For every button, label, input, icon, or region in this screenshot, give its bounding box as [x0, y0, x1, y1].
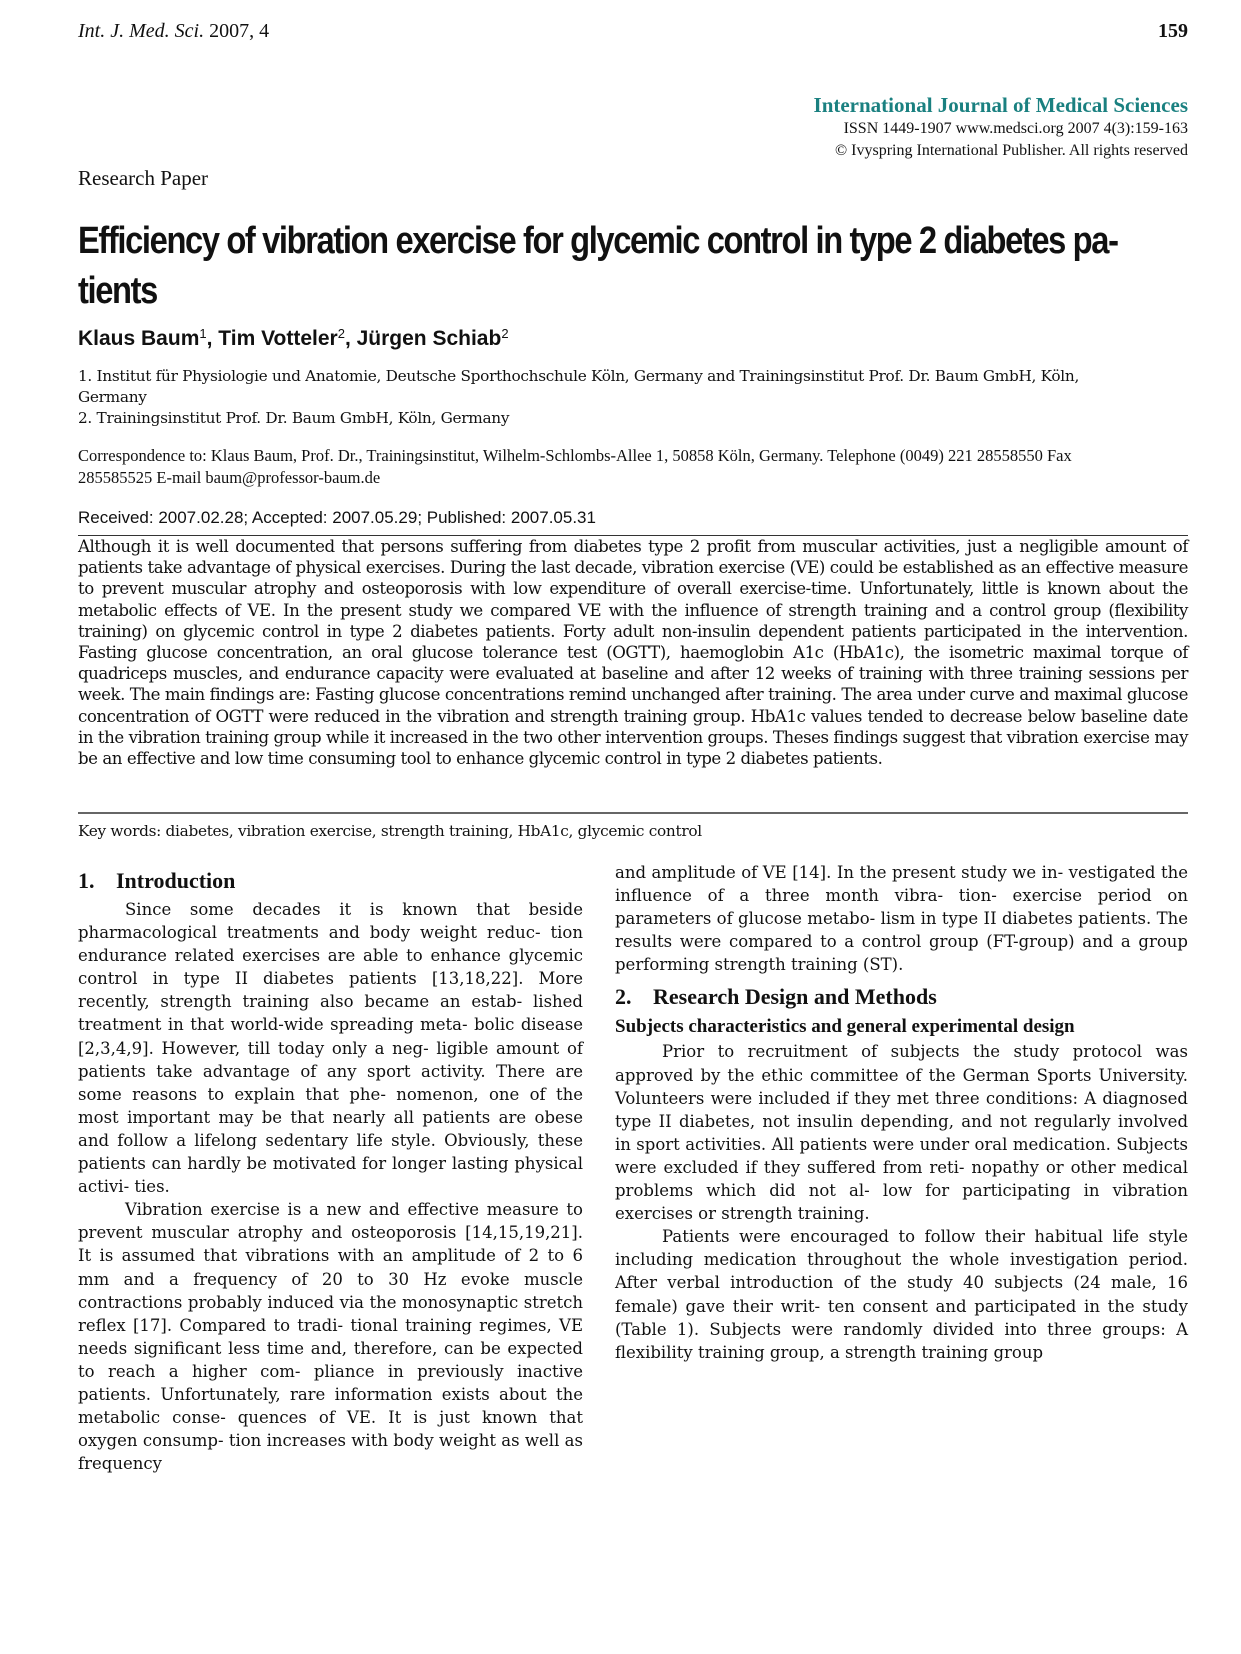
intro-paragraph-2: Vibration exercise is a new and effective measure to prevent muscular atrophy and osteoporosis [14,15,19,21]. It is assumed that vibrations with an amplitude of 2 to 6 mm and a frequency of 20 to 30 Hz evoke muscle contractions probably induced via the monosynaptic stretch reflex [17]. Compared to tradi- tional training regimes, VE needs significant less time and, therefore, can be expected to reach a higher com- pliance in previously inactive patients. Unfortunately, rare information exists about the metabolic conse- quences of VE. It is just known that oxygen consump- tion increases with body weight as well as frequency: [78, 1200, 583, 1474]
affiliation-1: 1. Institut für Physiologie und Anatomie, Deutsche Sporthochschule Köln, Germany and Trainingsinstitut Prof. Dr. Baum GmbH, Köln, Germany: [78, 367, 1080, 406]
author: Klaus Baum$^1$,: [78, 326, 219, 350]
author-list: [78, 326, 509, 351]
article-type: Research Paper: [78, 166, 209, 190]
copyright-line: © Ivyspring International Publisher. All rights reserved: [835, 142, 1188, 159]
author: Tim Votteler$^2$,: [218, 326, 357, 350]
section-heading-methods: 2. Research Design and Methods: [615, 984, 937, 1010]
journal-citation: Int. J. Med. Sci. 2007, 4: [78, 20, 270, 42]
page-number: 159: [1158, 20, 1188, 42]
subsection-heading-subjects: Subjects characteristics and general experimental design: [615, 1016, 1075, 1038]
intro-paragraph-2-continued: and amplitude of VE [14]. In the present study we in- vestigated the influence of a three month vibra- tion- exercise period on parameters of glucose metabo- lism in type II diabetes patients. The results were compared to a control group (FT-group) and a group performing strength training (ST).: [615, 863, 1188, 975]
intro-paragraph-1: Since some decades it is known that beside pharmacological treatments and body weight reduc- tion endurance related exercises are able to enhance glycemic control in type II diabetes patients [13,18,22]. More recently, strength training also became an estab- lished treatment in that world-wide spreading meta- bolic disease [2,3,4,9]. However, till today only a neg- ligible amount of patients take advantage of any sport activity. There are some reasons to explain that phe- nomenon, one of the most important may be that nearly all patients are obese and follow a lifelong sedentary life style. Obviously, these patients can hardly be motivated for longer lasting physical activi- ties.: [78, 900, 583, 1197]
paper-title: Efficiency of vibration exercise for glycemic control in type 2 diabetes pa- tients: [78, 220, 1118, 312]
issn-line: ISSN 1449-1907 www.medsci.org 2007 4(3):159-163: [843, 120, 1188, 137]
running-head: [78, 20, 1188, 50]
affiliation-2: 2. Trainingsinstitut Prof. Dr. Baum GmbH, Köln, Germany: [78, 409, 510, 427]
methods-paragraph-1: Prior to recruitment of subjects the study protocol was approved by the ethic committee of the German Sports University. Volunteers were included if they met three conditions: A diagnosed type II diabetes, not insulin depending, and not regularly involved in sport activities. All patients were under oral medication. Subjects were excluded if they suffered from reti- nopathy or other medical problems which did not al- low for participating in vibration exercises or strength training.: [615, 1042, 1188, 1224]
publication-dates: Received: 2007.02.28; Accepted: 2007.05.29; Published: 2007.05.31: [78, 508, 596, 527]
methods-paragraph-2: Patients were encouraged to follow their habitual life style including medication throughout the whole investigation period. After verbal introduction of the study 40 subjects (24 male, 16 female) gave their writ- ten consent and participated in the study (Table 1). Subjects were randomly divided into three groups: A flexibility training group, a strength training group: [615, 1227, 1188, 1362]
abstract-bottom-rule: [78, 812, 1188, 814]
journal-name: International Journal of Medical Sciences: [813, 93, 1188, 117]
affiliations: [78, 366, 1118, 429]
section-heading-introduction: 1. Introduction: [78, 868, 236, 893]
correspondence: Correspondence to: Klaus Baum, Prof. Dr., Trainingsinstitut, Wilhelm-Schlombs-Allee 1, 50858 Köln, Germany. Telephone (0049) 221 28558550 Fax 285585525 E-mail baum@professor-baum.de: [78, 446, 1072, 487]
right-column: [615, 861, 1188, 1364]
journal-masthead: [814, 92, 1188, 162]
abstract: Although it is well documented that persons suffering from diabetes type 2 profit from muscular activities, just a negligible amount of patients take advantage of physical exercises. During the last decade, vibration exercise (VE) could be established as an effective measure to prevent muscular atrophy and osteoporosis with low expenditure of overall exercise-time. Unfortunately, little is known about the metabolic effects of VE. In the present study we compared VE with the influence of strength training and a control group (flexibility training) on glycemic control in type 2 diabetes patients. Forty adult non-insulin dependent patients participated in the intervention. Fasting glucose concentration, an oral glucose tolerance test (OGTT), haemoglobin A1c (HbA1c), the isometric maximal torque of quadriceps muscles, and endurance capacity were evaluated at baseline and after 12 weeks of training with three training sessions per week. The main findings are: Fasting glucose concentrations remind unchanged after training. The area under curve and maximal glucose concentration of OGTT were reduced in the vibration and strength training group. HbA1c values tended to decrease below baseline date in the vibration training group while it increased in the two other intervention groups. Theses findings suggest that vibration exercise may be an effective and low time consuming tool to enhance glycemic control in type 2 diabetes patients.: [78, 537, 1188, 769]
author: Jürgen Schiab$^2$: [356, 326, 509, 350]
keywords: Key words: diabetes, vibration exercise, strength training, HbA1c, glycemic control: [78, 822, 702, 840]
left-column: [78, 866, 583, 1475]
